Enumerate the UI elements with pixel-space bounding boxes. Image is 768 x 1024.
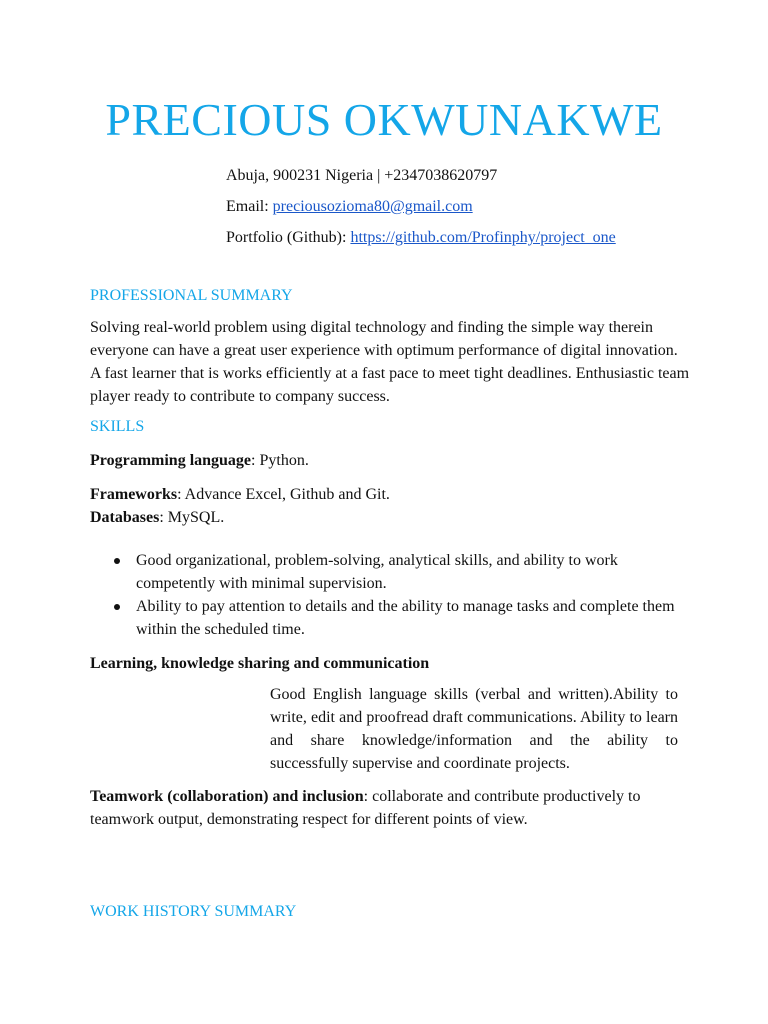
email-line (226, 191, 616, 222)
bullet-icon (114, 558, 120, 564)
work-history-heading: WORK HISTORY SUMMARY (90, 903, 297, 920)
professional-summary-text: Solving real-world problem using digital technology and finding the simple way therein everyone can have a great user experience with optimum performance of digital innovation. A fast learner that is works efficiently at a fast pace to meet tight deadlines. Enthusiastic team player ready to contribute to company success. (90, 319, 690, 405)
professional-summary-heading: PROFESSIONAL SUMMARY (90, 287, 293, 304)
frameworks-line (90, 483, 690, 506)
programming-language-value: : Python. (251, 452, 309, 469)
portfolio-link[interactable]: https://github.com/Profinphy/project_one (350, 229, 616, 246)
programming-language-line (90, 449, 690, 472)
email-label: Email: (226, 198, 273, 215)
portfolio-line (226, 222, 616, 253)
contact-block (226, 160, 616, 253)
databases-value: : MySQL. (159, 509, 225, 526)
bullet-icon (114, 604, 120, 610)
frameworks-value: : Advance Excel, Github and Git. (177, 486, 390, 503)
learning-heading: Learning, knowledge sharing and communication (90, 655, 430, 672)
frameworks-label: Frameworks (90, 486, 178, 503)
candidate-name: PRECIOUS OKWUNAKWE (105, 94, 663, 145)
skills-heading: SKILLS (90, 418, 145, 435)
databases-line (90, 506, 690, 529)
databases-label: Databases (90, 509, 160, 526)
email-link[interactable]: preciousozioma80@gmail.com (272, 198, 473, 215)
skills-bullet-list (90, 549, 690, 641)
address-line: Abuja, 900231 Nigeria | +2347038620797 (226, 167, 498, 184)
teamwork-text: : collaborate and contribute productively to teamwork output, demonstrating respect for different points of view. (90, 788, 641, 828)
list-item (90, 595, 690, 641)
list-item (90, 549, 690, 595)
teamwork-label: Teamwork (collaboration) and inclusion (90, 788, 364, 805)
bullet-text: Ability to pay attention to details and the ability to manage tasks and complete them within the scheduled time. (136, 598, 675, 638)
bullet-text: Good organizational, problem-solving, analytical skills, and ability to work competently with minimal supervision. (136, 552, 618, 592)
teamwork-paragraph (90, 785, 690, 831)
learning-text: Good English language skills (verbal and written).Ability to write, edit and proofread draft communications. Ability to learn and share knowledge/information and the ability to successfully supervise and coordinate projects. (270, 686, 678, 772)
portfolio-label: Portfolio (Github): (226, 229, 351, 246)
programming-language-label: Programming language (90, 452, 252, 469)
